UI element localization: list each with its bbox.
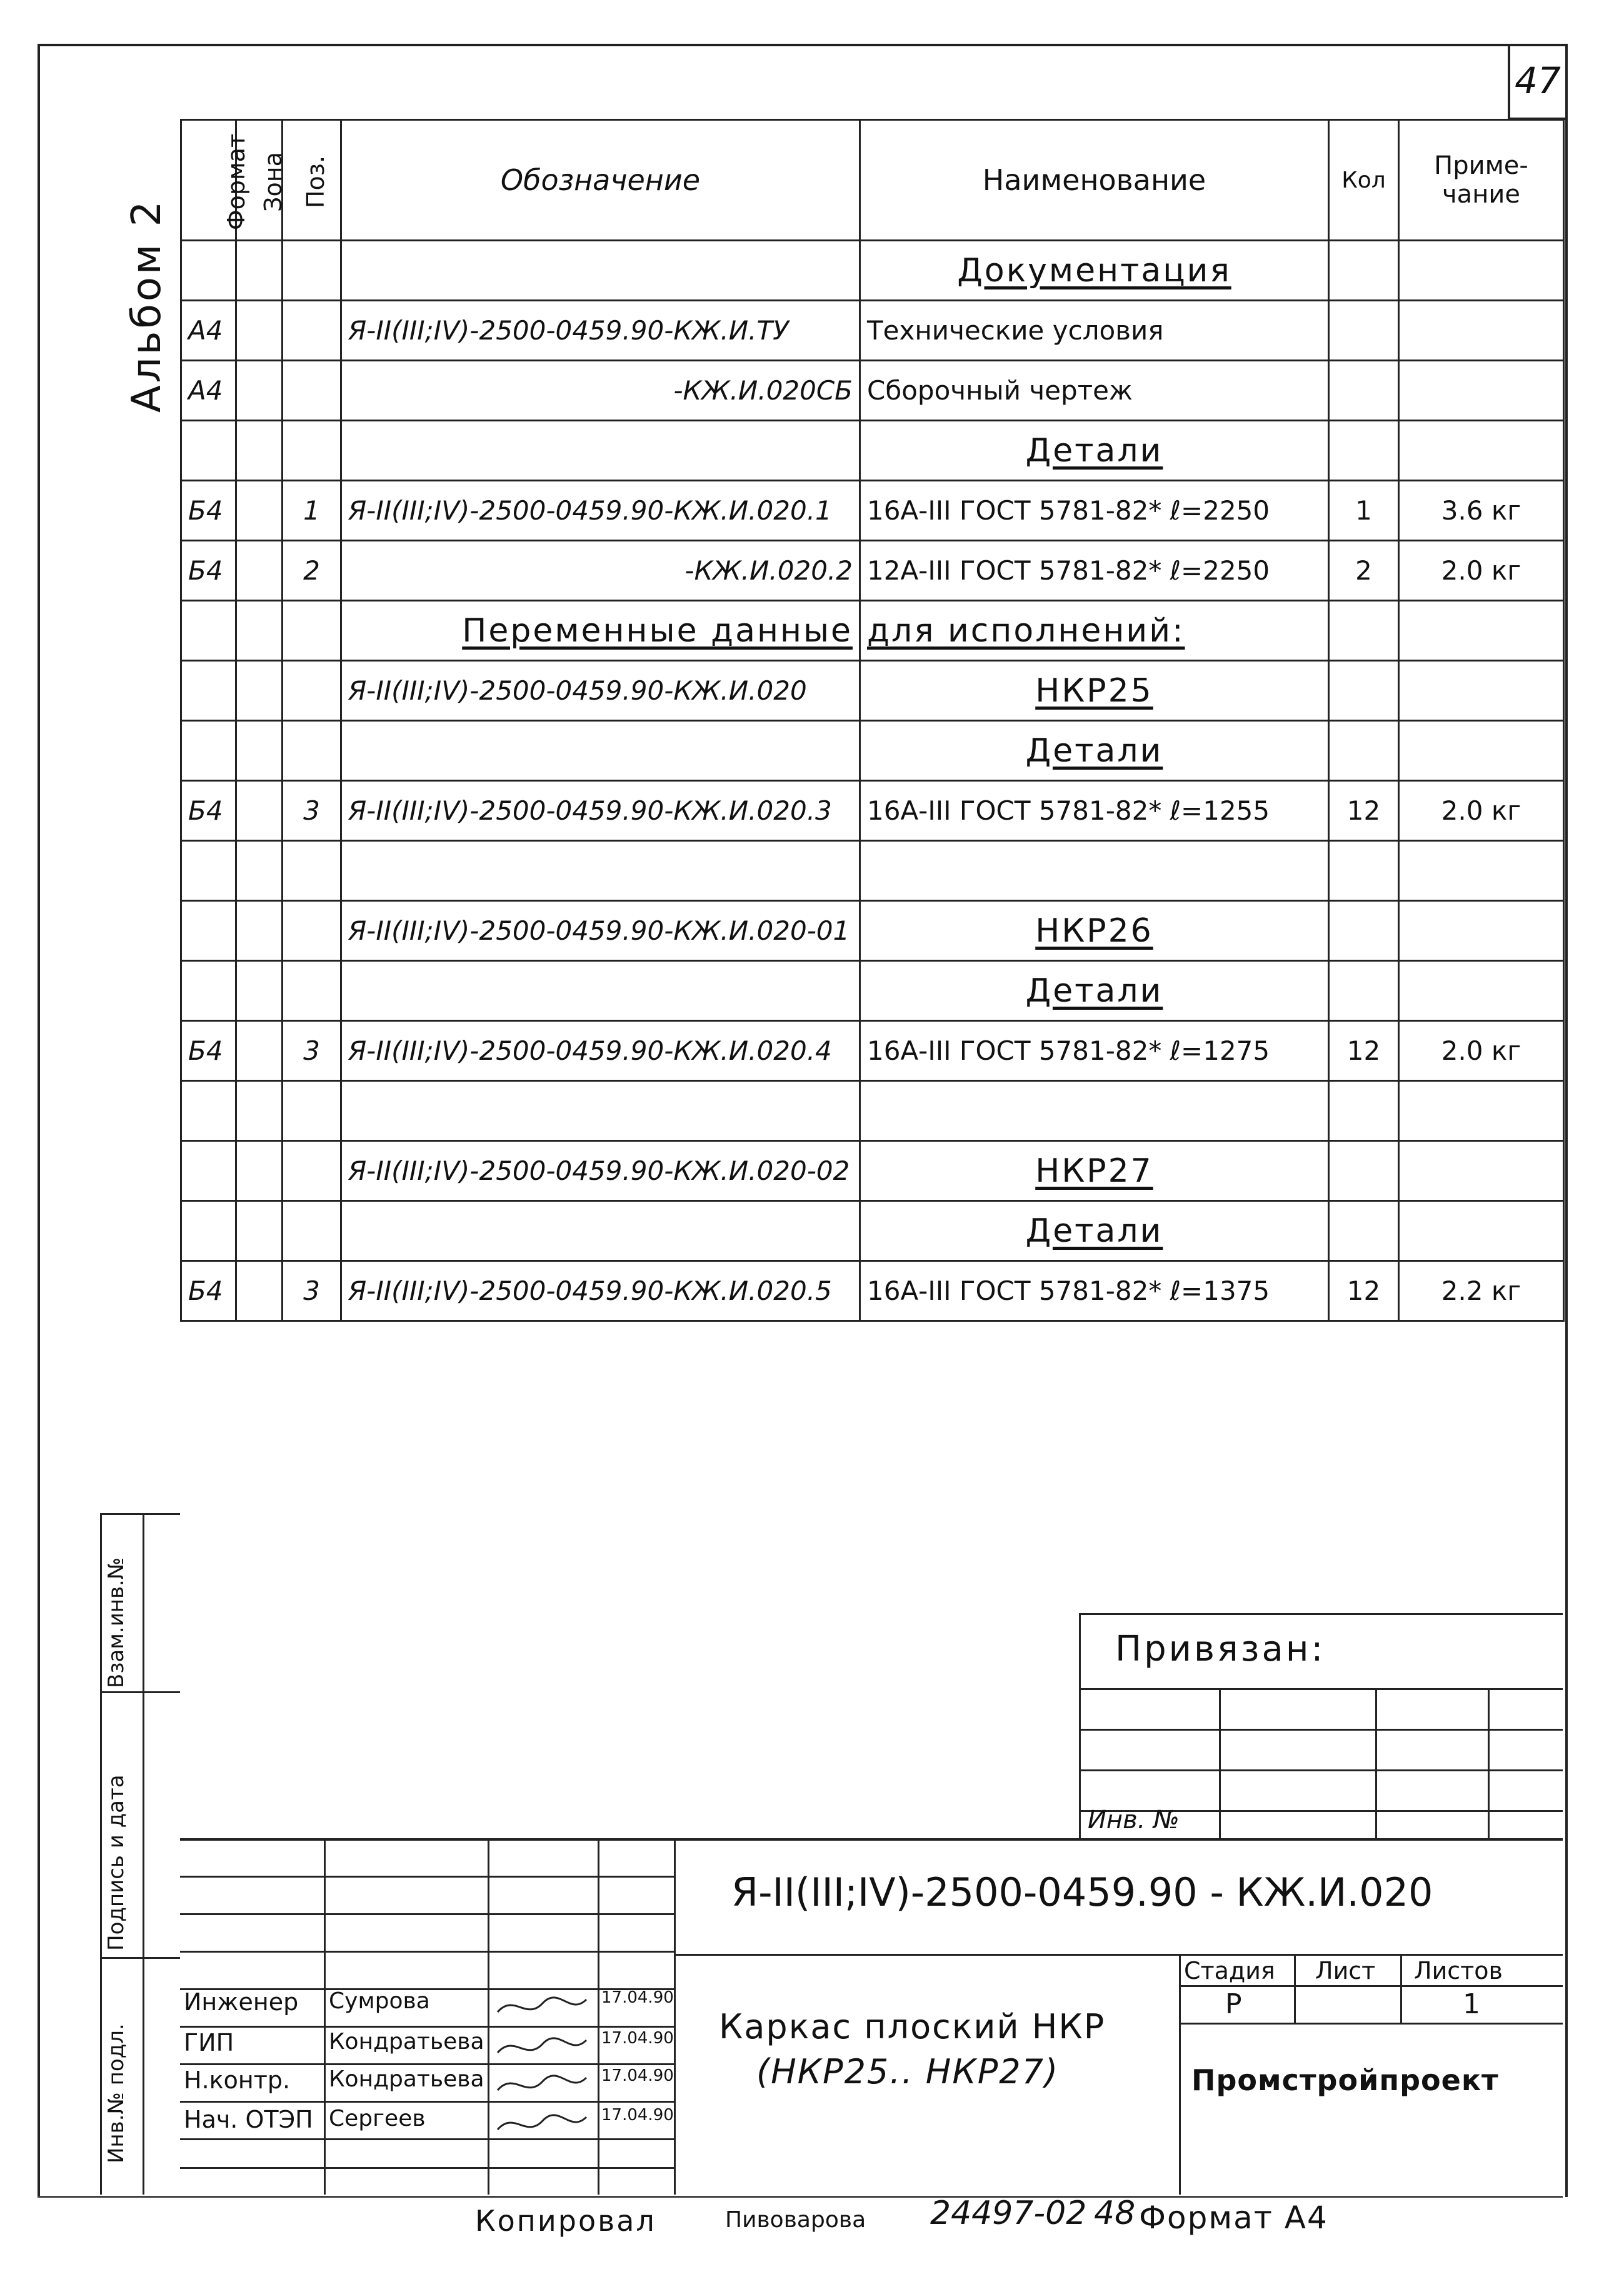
cell-pos (283, 421, 341, 481)
cell-name (860, 1201, 1329, 1261)
title-line-2: (НКР25.. НКР27) (756, 2052, 1060, 2091)
signer-name: Сумрова (329, 1988, 430, 2014)
signature-mark (495, 1993, 589, 2023)
cell-pos: 3 (283, 781, 341, 841)
cell-pos (283, 961, 341, 1021)
cell-pos (283, 661, 341, 721)
cell-zone (236, 421, 283, 481)
cell-format: Б4 (181, 781, 236, 841)
cell-zone (236, 361, 283, 421)
copied-label: Копировал (475, 2204, 656, 2238)
cell-note (1399, 241, 1564, 301)
cell-format (181, 1141, 236, 1201)
cell-format (181, 1081, 236, 1141)
cell-note (1399, 661, 1564, 721)
cell-designation: Я-II(III;IV)-2500-0459.90-КЖ.И.020 (341, 661, 860, 721)
cell-name: Технические условия (860, 301, 1329, 361)
cell-pos (283, 841, 341, 901)
cell-qty (1329, 661, 1399, 721)
table-row (181, 961, 1564, 1021)
sheet-number: 47 (1508, 44, 1565, 120)
cell-note: 2.0 кг (1399, 1021, 1564, 1081)
table-body (181, 241, 1564, 1321)
cell-name (860, 601, 1329, 661)
cell-pos: 1 (283, 481, 341, 541)
stamp-inv-podl: Инв.№ подл. (104, 2023, 129, 2163)
cell-format (181, 841, 236, 901)
stage-label: Стадия (1184, 1957, 1275, 1985)
cell-designation (341, 961, 860, 1021)
variant-heading: НКР27 (1035, 1152, 1153, 1190)
cell-designation: Я-II(III;IV)-2500-0459.90-КЖ.И.020-02 (341, 1141, 860, 1201)
side-stamp-top (100, 1513, 180, 1515)
cell-format: Б4 (181, 541, 236, 601)
signer-name: Сергеев (329, 2106, 426, 2131)
cell-name: Сборочный чертеж (860, 361, 1329, 421)
cell-pos (283, 1201, 341, 1261)
table-row (181, 301, 1564, 361)
variant-heading: НКР26 (1035, 912, 1153, 950)
cell-pos: 3 (283, 1021, 341, 1081)
table-row (181, 541, 1564, 601)
cell-format: А4 (181, 301, 236, 361)
cell-zone (236, 841, 283, 901)
cell-qty (1329, 601, 1399, 661)
cell-qty: 2 (1329, 541, 1399, 601)
signer-date: 17.04.90 (601, 2029, 674, 2048)
signer-role: Нач. ОТЭП (184, 2106, 313, 2133)
document-code: Я-II(III;IV)-2500-0459.90 - КЖ.И.020 (731, 1869, 1433, 1915)
cell-note (1399, 1141, 1564, 1201)
cell-name (860, 421, 1329, 481)
stage-value: Р (1225, 1988, 1242, 2020)
cell-pos (283, 721, 341, 781)
cell-zone (236, 601, 283, 661)
table-row (181, 1021, 1564, 1081)
signature-mark (495, 2071, 589, 2101)
cell-note (1399, 721, 1564, 781)
side-stamp-divider (143, 1513, 144, 2195)
cell-designation: Я-II(III;IV)-2500-0459.90-КЖ.И.020.3 (341, 781, 860, 841)
cell-designation (341, 1201, 860, 1261)
table-row (181, 781, 1564, 841)
cell-note: 3.6 кг (1399, 481, 1564, 541)
signer-role: Н.контр. (184, 2066, 291, 2094)
cell-name: 16А-III ГОСТ 5781-82* ℓ=1375 (860, 1261, 1329, 1321)
split-heading-left: Переменные данные (462, 611, 853, 650)
section-heading: Детали (1025, 1212, 1163, 1250)
table-header (181, 120, 1564, 241)
col-qty: Кол (1329, 120, 1399, 241)
cell-zone (236, 961, 283, 1021)
cell-pos (283, 601, 341, 661)
section-heading: Документация (957, 251, 1231, 289)
cell-pos (283, 241, 341, 301)
cell-format: Б4 (181, 481, 236, 541)
cell-name: 16А-III ГОСТ 5781-82* ℓ=1255 (860, 781, 1329, 841)
stamp-vzam-inv: Взам.инв.№ (104, 1557, 129, 1688)
cell-qty (1329, 421, 1399, 481)
cell-pos (283, 361, 341, 421)
cell-designation (341, 841, 860, 901)
cell-designation (341, 241, 860, 301)
cell-format (181, 961, 236, 1021)
signer-role: ГИП (184, 2029, 234, 2056)
cell-zone (236, 301, 283, 361)
cell-pos (283, 1141, 341, 1201)
col-pos: Поз. (283, 120, 341, 241)
cell-format (181, 661, 236, 721)
section-heading: Детали (1025, 732, 1163, 770)
cell-zone (236, 241, 283, 301)
cell-note (1399, 1201, 1564, 1261)
cell-pos: 3 (283, 1261, 341, 1321)
cell-pos: 2 (283, 541, 341, 601)
cell-qty: 12 (1329, 1261, 1399, 1321)
cell-pos (283, 1081, 341, 1141)
cell-zone (236, 541, 283, 601)
signer-date: 17.04.90 (601, 2106, 674, 2125)
col-format: Формат (181, 120, 236, 241)
table-row (181, 661, 1564, 721)
cell-format (181, 241, 236, 301)
side-stamp-sep-1 (100, 1691, 180, 1693)
privyazan-label: Привязан: (1115, 1629, 1326, 1669)
sheets-label: Листов (1414, 1957, 1503, 1985)
signer-name: Кондратьева (329, 2029, 484, 2055)
frame-bottom-line (38, 2196, 1563, 2198)
signature-mark (495, 2034, 589, 2064)
side-stamp-sep-2 (100, 1957, 180, 1959)
cell-qty (1329, 361, 1399, 421)
side-stamp-left (100, 1513, 102, 2195)
table-row (181, 1261, 1564, 1321)
cell-designation: -КЖ.И.020СБ (341, 361, 860, 421)
cell-format: Б4 (181, 1021, 236, 1081)
title-line-1: Каркас плоский НКР (719, 2007, 1106, 2046)
signature-mark (495, 2111, 589, 2141)
cell-qty (1329, 241, 1399, 301)
cell-note (1399, 301, 1564, 361)
cell-format: А4 (181, 361, 236, 421)
cell-zone (236, 781, 283, 841)
cell-name (860, 241, 1329, 301)
cell-format: Б4 (181, 1261, 236, 1321)
cell-note (1399, 601, 1564, 661)
table-row (181, 241, 1564, 301)
cell-qty (1329, 1141, 1399, 1201)
stamp-podpis-data: Подпись и дата (104, 1774, 129, 1951)
cell-designation (341, 721, 860, 781)
cell-designation (341, 601, 860, 661)
table-row (181, 841, 1564, 901)
sheets-value: 1 (1463, 1988, 1480, 2020)
cell-zone (236, 1261, 283, 1321)
cell-qty: 12 (1329, 1021, 1399, 1081)
section-heading: Детали (1025, 972, 1163, 1010)
page-number: 48 (1094, 2195, 1136, 2232)
cell-format (181, 421, 236, 481)
cell-name (860, 901, 1329, 961)
signer-date: 17.04.90 (601, 1988, 674, 2007)
cell-designation (341, 421, 860, 481)
col-designation: Обозначение (341, 120, 860, 241)
order-number: 24497-02 (930, 2195, 1087, 2232)
cell-qty (1329, 1081, 1399, 1141)
cell-qty (1329, 901, 1399, 961)
cell-name (860, 661, 1329, 721)
col-name: Наименование (860, 120, 1329, 241)
table-row (181, 1201, 1564, 1261)
cell-qty (1329, 1201, 1399, 1261)
cell-designation: Я-II(III;IV)-2500-0459.90-КЖ.И.ТУ (341, 301, 860, 361)
cell-note: 2.2 кг (1399, 1261, 1564, 1321)
table-row (181, 1141, 1564, 1201)
split-heading-right: для исполнений: (867, 611, 1185, 650)
cell-note (1399, 421, 1564, 481)
cell-format (181, 1201, 236, 1261)
cell-name (860, 1141, 1329, 1201)
cell-pos (283, 301, 341, 361)
cell-zone (236, 721, 283, 781)
cell-zone (236, 901, 283, 961)
cell-name (860, 721, 1329, 781)
cell-format (181, 901, 236, 961)
cell-name: 16А-III ГОСТ 5781-82* ℓ=2250 (860, 481, 1329, 541)
cell-note: 2.0 кг (1399, 781, 1564, 841)
copied-name: Пивоварова (725, 2207, 866, 2233)
cell-qty (1329, 961, 1399, 1021)
signer-date: 17.04.90 (601, 2066, 674, 2085)
privyazan-inv-label: Инв. № (1088, 1806, 1180, 1834)
cell-qty: 12 (1329, 781, 1399, 841)
cell-pos (283, 901, 341, 961)
album-label: Альбом 2 (124, 198, 170, 413)
table-row (181, 481, 1564, 541)
cell-designation (341, 1081, 860, 1141)
table-row (181, 421, 1564, 481)
cell-note: 2.0 кг (1399, 541, 1564, 601)
cell-designation: Я-II(III;IV)-2500-0459.90-КЖ.И.020.5 (341, 1261, 860, 1321)
cell-name: 12А-III ГОСТ 5781-82* ℓ=2250 (860, 541, 1329, 601)
cell-name (860, 1081, 1329, 1141)
cell-zone (236, 661, 283, 721)
cell-note (1399, 841, 1564, 901)
organization: Промстройпроект (1191, 2063, 1499, 2097)
cell-name (860, 841, 1329, 901)
cell-zone (236, 1081, 283, 1141)
signer-name: Кондратьева (329, 2066, 484, 2092)
col-zone: Зона (236, 120, 283, 241)
cell-note (1399, 961, 1564, 1021)
cell-qty (1329, 301, 1399, 361)
col-note: Приме-чание (1399, 120, 1564, 241)
cell-note (1399, 1081, 1564, 1141)
table-row (181, 901, 1564, 961)
signer-role: Инженер (184, 1988, 299, 2016)
cell-note (1399, 901, 1564, 961)
cell-qty (1329, 721, 1399, 781)
cell-zone (236, 1021, 283, 1081)
cell-designation: Я-II(III;IV)-2500-0459.90-КЖ.И.020.1 (341, 481, 860, 541)
cell-designation: Я-II(III;IV)-2500-0459.90-КЖ.И.020.4 (341, 1021, 860, 1081)
cell-qty: 1 (1329, 481, 1399, 541)
cell-zone (236, 1141, 283, 1201)
cell-designation: Я-II(III;IV)-2500-0459.90-КЖ.И.020-01 (341, 901, 860, 961)
table-row (181, 721, 1564, 781)
cell-designation: -КЖ.И.020.2 (341, 541, 860, 601)
variant-heading: НКР25 (1035, 672, 1153, 710)
cell-format (181, 601, 236, 661)
section-heading: Детали (1025, 431, 1163, 470)
cell-qty (1329, 841, 1399, 901)
table-row (181, 1081, 1564, 1141)
cell-zone (236, 1201, 283, 1261)
format-label: Формат А4 (1139, 2200, 1328, 2236)
table-row (181, 361, 1564, 421)
cell-note (1399, 361, 1564, 421)
sheet-label: Лист (1315, 1957, 1376, 1985)
cell-format (181, 721, 236, 781)
cell-name: 16А-III ГОСТ 5781-82* ℓ=1275 (860, 1021, 1329, 1081)
cell-name (860, 961, 1329, 1021)
cell-zone (236, 481, 283, 541)
table-row (181, 601, 1564, 661)
specification-table (180, 119, 1565, 1322)
